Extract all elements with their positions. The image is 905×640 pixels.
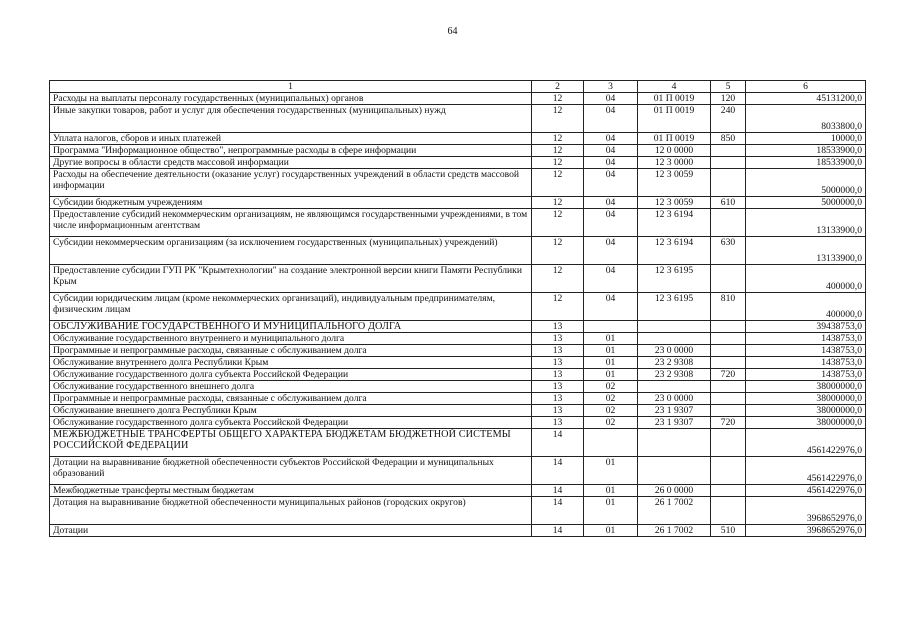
subsection-code: 04	[584, 237, 638, 265]
expense-name: Расходы на обеспечение деятельности (оказание услуг) государственных учреждений в области средств массовой информации	[50, 169, 532, 197]
column-header-2: 2	[532, 81, 584, 93]
expense-name: Иные закупки товаров, работ и услуг для обеспечения государственных (муниципальных) нужд	[50, 105, 532, 133]
expense-name: Субсидии бюджетным учреждениям	[50, 197, 532, 209]
amount: 400000,0	[746, 293, 866, 321]
table-row	[50, 525, 866, 537]
section-code: 13	[532, 357, 584, 369]
amount: 5000000,0	[746, 197, 866, 209]
table-row	[50, 457, 866, 485]
subsection-code: 02	[584, 405, 638, 417]
amount: 1438753,0	[746, 333, 866, 345]
section-row	[50, 429, 866, 457]
target-article: 23 0 0000	[638, 393, 711, 405]
section-code: 12	[532, 265, 584, 293]
column-header-6: 6	[746, 81, 866, 93]
target-article: 12 0 0000	[638, 145, 711, 157]
section-code: 13	[532, 321, 584, 333]
section-code: 13	[532, 381, 584, 393]
expense-name: Обслуживание государственного внешнего долга	[50, 381, 532, 393]
header-row	[50, 81, 866, 93]
amount: 38000000,0	[746, 405, 866, 417]
expense-type: 610	[711, 197, 746, 209]
expense-type: 850	[711, 133, 746, 145]
subsection-code: 01	[584, 333, 638, 345]
amount: 13133900,0	[746, 237, 866, 265]
section-code: 14	[532, 485, 584, 497]
amount: 38000000,0	[746, 393, 866, 405]
section-code: 13	[532, 405, 584, 417]
section-code: 13	[532, 417, 584, 429]
target-article: 23 2 9308	[638, 369, 711, 381]
table-row	[50, 145, 866, 157]
table-row	[50, 293, 866, 321]
amount: 1438753,0	[746, 369, 866, 381]
expense-name: Дотация на выравнивание бюджетной обеспеченности муниципальных районов (городских округов)	[50, 497, 532, 525]
target-article: 12 3 0000	[638, 157, 711, 169]
amount: 39438753,0	[746, 321, 866, 333]
amount: 4561422976,0	[746, 457, 866, 485]
expense-name: Предоставление субсидии ГУП РК "Крымтехнологии" на создание электронной версии книги Памяти Республики Крым	[50, 265, 532, 293]
column-header-5: 5	[711, 81, 746, 93]
expense-name: Обслуживание внешнего долга Республики Крым	[50, 405, 532, 417]
expense-type	[711, 457, 746, 485]
amount: 18533900,0	[746, 145, 866, 157]
table-row	[50, 197, 866, 209]
expense-name: Субсидии некоммерческим организациям (за исключением государственных (муниципальных) учреждений)	[50, 237, 532, 265]
column-header-1: 1	[50, 81, 532, 93]
section-code: 13	[532, 345, 584, 357]
table-row	[50, 133, 866, 145]
expense-type: 630	[711, 237, 746, 265]
target-article: 23 1 9307	[638, 417, 711, 429]
expense-type	[711, 333, 746, 345]
subsection-code: 04	[584, 93, 638, 105]
subsection-code: 01	[584, 497, 638, 525]
subsection-code: 02	[584, 381, 638, 393]
expense-name: Субсидии юридическим лицам (кроме некоммерческих организаций), индивидуальным предпринимателям, физическим лицам	[50, 293, 532, 321]
table-row	[50, 157, 866, 169]
expense-type: 510	[711, 525, 746, 537]
section-code: 14	[532, 457, 584, 485]
section-code: 14	[532, 525, 584, 537]
amount: 5000000,0	[746, 169, 866, 197]
expense-name: МЕЖБЮДЖЕТНЫЕ ТРАНСФЕРТЫ ОБЩЕГО ХАРАКТЕРА БЮДЖЕТАМ БЮДЖЕТНОЙ СИСТЕМЫ РОССИЙСКОЙ ФЕДЕРАЦИИ	[50, 429, 532, 457]
amount: 400000,0	[746, 265, 866, 293]
amount: 1438753,0	[746, 345, 866, 357]
target-article: 12 3 6195	[638, 293, 711, 321]
expense-name: Межбюджетные трансферты местным бюджетам	[50, 485, 532, 497]
target-article	[638, 321, 711, 333]
section-code: 12	[532, 197, 584, 209]
expense-type	[711, 169, 746, 197]
amount: 3968652976,0	[746, 497, 866, 525]
table-row	[50, 105, 866, 133]
expense-name: Программа "Информационное общество", непрограммные расходы в сфере информации	[50, 145, 532, 157]
target-article: 01 П 0019	[638, 93, 711, 105]
expense-type	[711, 345, 746, 357]
section-code: 13	[532, 393, 584, 405]
table-row	[50, 381, 866, 393]
amount: 13133900,0	[746, 209, 866, 237]
target-article	[638, 333, 711, 345]
page-number: 64	[447, 26, 458, 37]
expense-type: 720	[711, 417, 746, 429]
section-code: 12	[532, 293, 584, 321]
column-header-3: 3	[584, 81, 638, 93]
expense-name: Предоставление субсидий некоммерческим организациям, не являющимся государственными учреждениями, в том числе информационным агентствам	[50, 209, 532, 237]
target-article: 12 3 6194	[638, 209, 711, 237]
subsection-code: 04	[584, 145, 638, 157]
section-code: 12	[532, 93, 584, 105]
expense-type	[711, 381, 746, 393]
expense-name: Дотации	[50, 525, 532, 537]
target-article: 23 1 9307	[638, 405, 711, 417]
target-article: 26 1 7002	[638, 525, 711, 537]
table-row	[50, 393, 866, 405]
subsection-code: 01	[584, 357, 638, 369]
section-code: 12	[532, 209, 584, 237]
amount: 38000000,0	[746, 381, 866, 393]
subsection-code	[584, 429, 638, 457]
section-code: 12	[532, 157, 584, 169]
table-row	[50, 209, 866, 237]
section-row	[50, 321, 866, 333]
expense-type	[711, 405, 746, 417]
section-code: 12	[532, 237, 584, 265]
target-article: 01 П 0019	[638, 133, 711, 145]
expense-type	[711, 265, 746, 293]
subsection-code: 04	[584, 265, 638, 293]
expense-type	[711, 145, 746, 157]
target-article: 01 П 0019	[638, 105, 711, 133]
target-article: 26 0 0000	[638, 485, 711, 497]
subsection-code: 01	[584, 369, 638, 381]
subsection-code: 04	[584, 209, 638, 237]
expense-type: 240	[711, 105, 746, 133]
expense-type	[711, 485, 746, 497]
target-article: 12 3 0059	[638, 169, 711, 197]
expense-name: Другие вопросы в области средств массовой информации	[50, 157, 532, 169]
expense-name: Дотации на выравнивание бюджетной обеспеченности субъектов Российской Федерации и муниципальных образований	[50, 457, 532, 485]
target-article	[638, 381, 711, 393]
expense-type: 810	[711, 293, 746, 321]
expense-type	[711, 393, 746, 405]
subsection-code: 04	[584, 197, 638, 209]
amount: 4561422976,0	[746, 485, 866, 497]
subsection-code: 04	[584, 157, 638, 169]
expense-name: Обслуживание государственного долга субъекта Российской Федерации	[50, 417, 532, 429]
section-code: 14	[532, 497, 584, 525]
expense-name: Расходы на выплаты персоналу государственных (муниципальных) органов	[50, 93, 532, 105]
table-row	[50, 497, 866, 525]
expense-type	[711, 209, 746, 237]
table-row	[50, 405, 866, 417]
subsection-code	[584, 321, 638, 333]
table-row	[50, 417, 866, 429]
expense-name: Обслуживание государственного внутреннего и муниципального долга	[50, 333, 532, 345]
section-code: 12	[532, 145, 584, 157]
section-code: 12	[532, 133, 584, 145]
section-code: 13	[532, 369, 584, 381]
expense-name: Обслуживание государственного долга субъекта Российской Федерации	[50, 369, 532, 381]
target-article: 12 3 6194	[638, 237, 711, 265]
expense-type	[711, 321, 746, 333]
section-code: 13	[532, 333, 584, 345]
subsection-code: 04	[584, 133, 638, 145]
expense-type	[711, 497, 746, 525]
expense-name: Программные и непрограммные расходы, связанные с обслуживанием долга	[50, 393, 532, 405]
subsection-code: 01	[584, 345, 638, 357]
table-row	[50, 265, 866, 293]
table-row	[50, 93, 866, 105]
target-article	[638, 457, 711, 485]
expense-name: Обслуживание внутреннего долга Республики Крым	[50, 357, 532, 369]
amount: 38000000,0	[746, 417, 866, 429]
subsection-code: 02	[584, 393, 638, 405]
amount: 10000,0	[746, 133, 866, 145]
subsection-code: 01	[584, 457, 638, 485]
target-article	[638, 429, 711, 457]
subsection-code: 01	[584, 485, 638, 497]
table-row	[50, 333, 866, 345]
table-row	[50, 169, 866, 197]
target-article: 23 0 0000	[638, 345, 711, 357]
amount: 45131200,0	[746, 93, 866, 105]
subsection-code: 01	[584, 525, 638, 537]
section-code: 12	[532, 105, 584, 133]
expense-type: 720	[711, 369, 746, 381]
table-row	[50, 485, 866, 497]
amount: 1438753,0	[746, 357, 866, 369]
table-row	[50, 357, 866, 369]
amount: 18533900,0	[746, 157, 866, 169]
amount: 4561422976,0	[746, 429, 866, 457]
budget-table	[49, 80, 866, 537]
expense-type	[711, 429, 746, 457]
table-row	[50, 369, 866, 381]
subsection-code: 04	[584, 293, 638, 321]
expense-name: Уплата налогов, сборов и иных платежей	[50, 133, 532, 145]
table-row	[50, 237, 866, 265]
section-code: 12	[532, 169, 584, 197]
target-article: 12 3 0059	[638, 197, 711, 209]
expense-type: 120	[711, 93, 746, 105]
table-row	[50, 345, 866, 357]
section-code: 14	[532, 429, 584, 457]
target-article: 23 2 9308	[638, 357, 711, 369]
column-header-4: 4	[638, 81, 711, 93]
expense-type	[711, 157, 746, 169]
subsection-code: 04	[584, 169, 638, 197]
subsection-code: 04	[584, 105, 638, 133]
amount: 3968652976,0	[746, 525, 866, 537]
target-article: 12 3 6195	[638, 265, 711, 293]
expense-type	[711, 357, 746, 369]
expense-name: ОБСЛУЖИВАНИЕ ГОСУДАРСТВЕННОГО И МУНИЦИПАЛЬНОГО ДОЛГА	[50, 321, 532, 333]
subsection-code: 02	[584, 417, 638, 429]
amount: 8033800,0	[746, 105, 866, 133]
target-article: 26 1 7002	[638, 497, 711, 525]
expense-name: Программные и непрограммные расходы, связанные с обслуживанием долга	[50, 345, 532, 357]
